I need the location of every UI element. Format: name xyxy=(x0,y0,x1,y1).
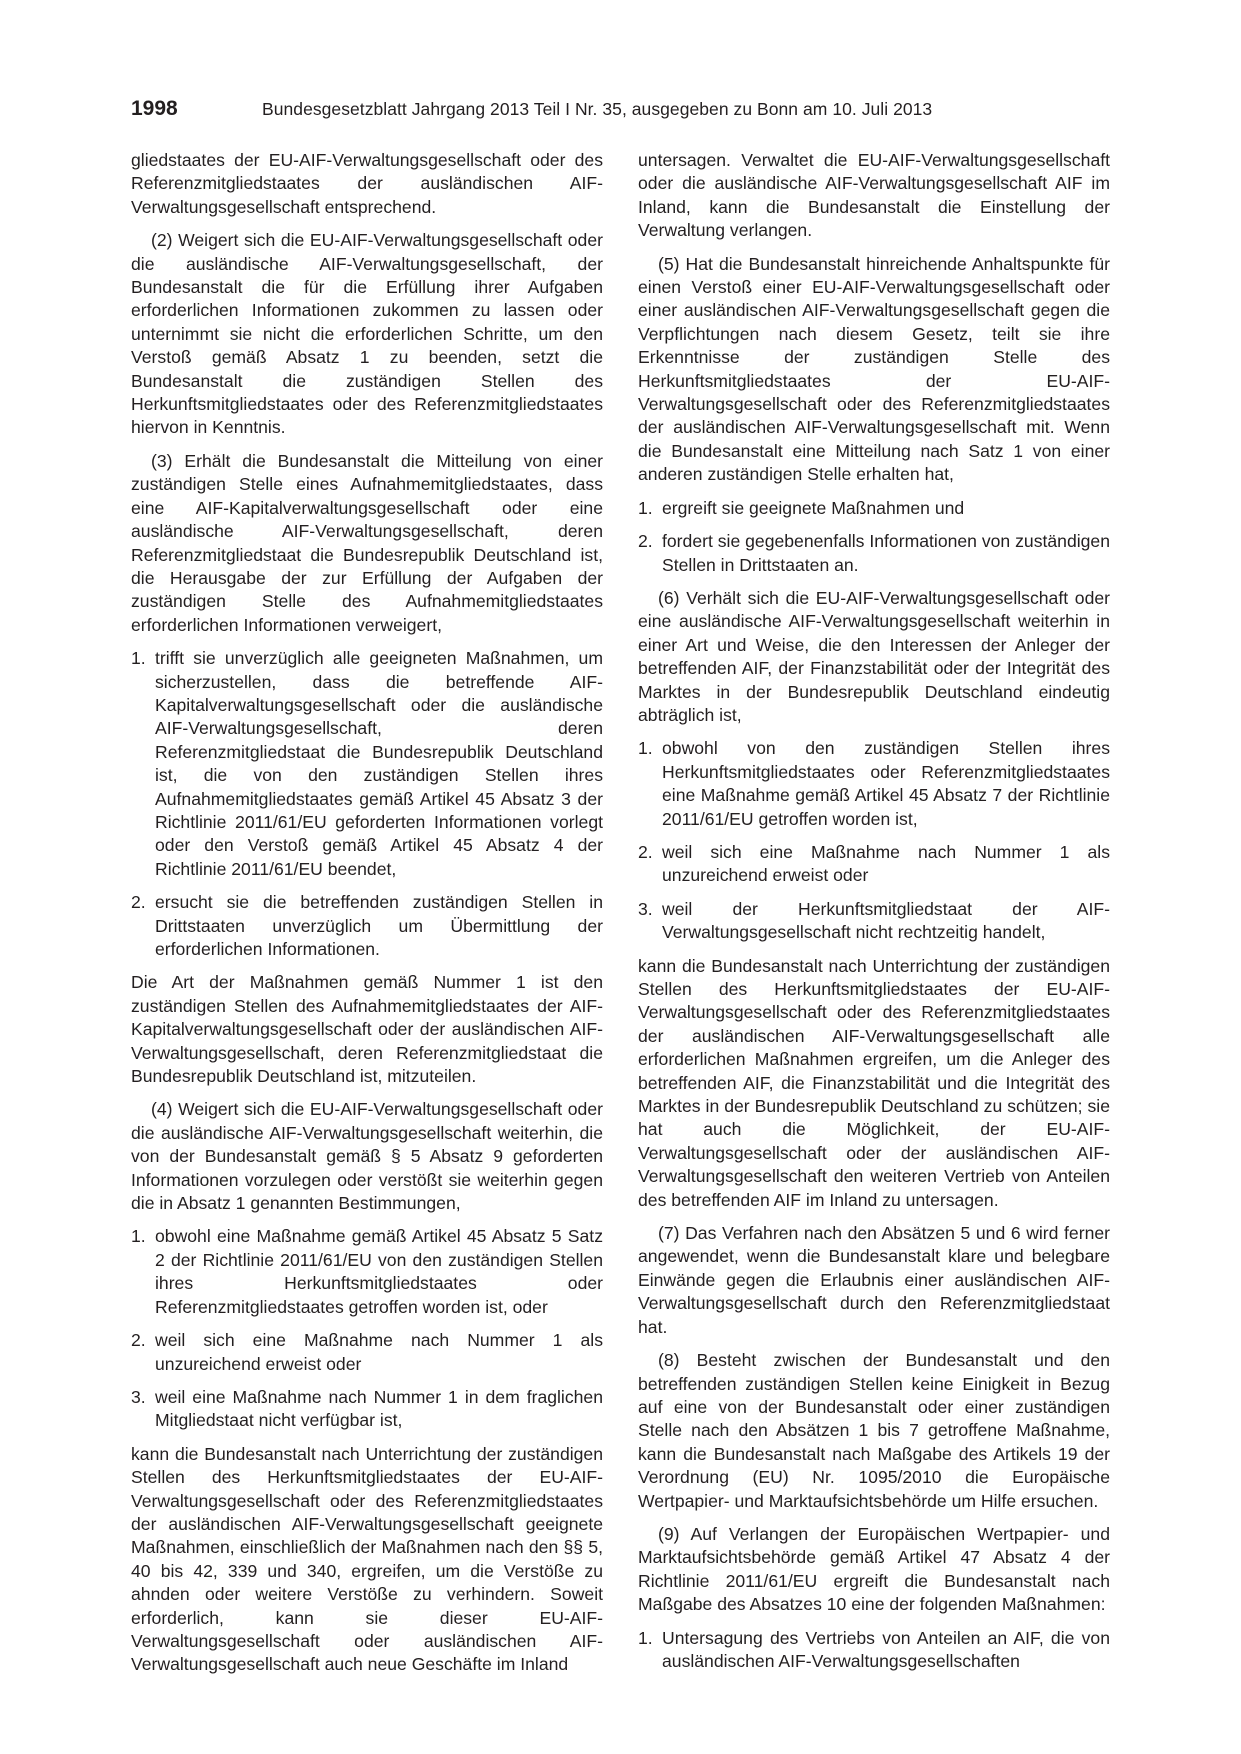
page-header xyxy=(131,97,1110,127)
paragraph-7: (7) Das Verfahren nach den Absätzen 5 und 6 wird ferner angewendet, wenn die Bundesanstalt klare und belegbare Einwände gegen die Erlaubnis einer ausländischen AIF-Verwaltungsgesellschaft durch den Referenzmitgliedstaat hat. xyxy=(638,1223,1110,1337)
list-item-text: obwohl von den zuständigen Stellen ihres Herkunftsmitgliedstaates oder Referenzmitgliedstaates eine Maßnahme gemäß Artikel 45 Absatz 7 der Richtlinie 2011/61/EU getroffen worden ist, xyxy=(662,738,1110,829)
list-item-number: 2. xyxy=(638,841,653,862)
list-item xyxy=(638,1627,1110,1674)
list-item-text: weil sich eine Maßnahme nach Nummer 1 als unzureichend erweist oder xyxy=(662,841,1110,886)
list-item-text: trifft sie unverzüglich alle geeigneten Maßnahmen, um sicherzustellen, dass die betreffende AIF-Kapitalverwaltungsgesellschaft oder die ausländische AIF-Verwaltungsgesellschaft, deren Referenzmitgliedstaat die Bundesrepublik Deutschland ist, die von den zuständigen Stellen ihres Aufnahmemitgliedstaates gemäß Artikel 45 Absatz 3 der Richtlinie 2011/61/EU geforderten Informationen vorlegt oder den Verstoß gemäß Artikel 45 Absatz 4 der Richtlinie 2011/61/EU beendet, xyxy=(155,648,603,879)
paragraph-5: (5) Hat die Bundesanstalt hinreichende Anhaltspunkte für einen Verstoß einer EU-AIF-Verwaltungsgesellschaft oder einer ausländischen AIF-Verwaltungsgesellschaft gegen die Verpflichtungen nach diesem Gesetz, teilt sie ihre Erkenntnisse der zuständigen Stelle des Herkunftsmitgliedstaates der EU-AIF-Verwaltungsgesellschaft oder des Referenzmitgliedstaates der ausländischen AIF-Verwaltungsgesellschaft mit. Wenn die Bundesanstalt eine Mitteilung nach Satz 1 von einer anderen zuständigen Stelle erhalten hat, xyxy=(638,253,1110,485)
running-head: Bundesgesetzblatt Jahrgang 2013 Teil I Nr. 35, ausgegeben zu Bonn am 10. Juli 2013 xyxy=(262,99,933,119)
list-item-number: 2. xyxy=(638,531,653,552)
list-item xyxy=(638,898,1110,945)
paragraph-9: (9) Auf Verlangen der Europäischen Wertpapier- und Marktaufsichtsbehörde gemäß Artikel 47 Absatz 4 der Richtlinie 2011/61/EU ergreift die Bundesanstalt nach Maßgabe des Absatzes 10 eine der folgenden Maßnahmen: xyxy=(638,1523,1110,1615)
list-item-text: Untersagung des Vertriebs von Anteilen an AIF, die von ausländischen AIF-Verwaltungsgesellschaften xyxy=(662,1627,1110,1671)
paragraph-8: (8) Besteht zwischen der Bundesanstalt und den betreffenden zuständigen Stellen keine Einigkeit in Bezug auf eine von der Bundesanstalt oder einer zuständigen Stelle nach den Absätzen 1 bis 7 getroffene Maßnahme, kann die Bundesanstalt nach Maßgabe des Artikels 19 der Verordnung (EU) Nr. 1095/2010 die Europäische Wertpapier- und Marktaufsichtsbehörde um Hilfe ersuchen. xyxy=(638,1350,1110,1511)
right-column xyxy=(638,149,1110,1683)
list-item xyxy=(638,497,1110,520)
list-item-text: ersucht sie die betreffenden zuständigen Stellen in Drittstaaten unverzüglich um Übermittlung der erforderlichen Informationen. xyxy=(155,892,603,959)
list-item-number: 1. xyxy=(638,738,653,759)
list-item-text: fordert sie gegebenenfalls Informationen von zuständigen Stellen in Drittstaaten an. xyxy=(662,531,1110,575)
paragraph-continuation: gliedstaates der EU-AIF-Verwaltungsgesellschaft oder des Referenzmitgliedstaates der ausländischen AIF-Verwaltungsgesellschaft entsprechend. xyxy=(131,150,603,217)
list-item-number: 2. xyxy=(131,1330,146,1351)
left-column xyxy=(131,149,603,1677)
paragraph-3-tail: Die Art der Maßnahmen gemäß Nummer 1 ist den zuständigen Stellen des Aufnahmemitgliedstaates der AIF-Kapitalverwaltungsgesellschaft oder der ausländischen AIF-Verwaltungsgesellschaft, deren Referenzmitgliedstaat die Bundesrepublik Deutschland ist, mitzuteilen. xyxy=(131,972,603,1087)
list-item xyxy=(131,1225,603,1319)
list-item-number: 3. xyxy=(638,898,653,919)
list-item-text: weil der Herkunftsmitgliedstaat der AIF-Verwaltungsgesellschaft nicht rechtzeitig handelt, xyxy=(662,898,1110,943)
list-item-number: 3. xyxy=(131,1386,146,1407)
list-item xyxy=(131,891,603,961)
paragraph-4: (4) Weigert sich die EU-AIF-Verwaltungsgesellschaft oder die ausländische AIF-Verwaltungsgesellschaft weiterhin, die von der Bundesanstalt gemäß § 5 Absatz 9 geforderten Informationen vorzulegen oder verstößt sie weiterhin gegen die in Absatz 1 genannten Bestimmungen, xyxy=(131,1099,603,1214)
list-item xyxy=(638,530,1110,577)
paragraph-continuation: untersagen. Verwaltet die EU-AIF-Verwaltungsgesellschaft oder die ausländische AIF-Verwaltungsgesellschaft AIF im Inland, kann die Bundesanstalt die Einstellung der Verwaltung verlangen. xyxy=(638,150,1110,241)
list-item xyxy=(638,841,1110,888)
list-item xyxy=(131,1329,603,1376)
list-item xyxy=(131,1386,603,1433)
list-item xyxy=(131,647,603,881)
list-item-number: 1. xyxy=(131,1226,146,1247)
paragraph-4-tail: kann die Bundesanstalt nach Unterrichtung der zuständigen Stellen des Herkunftsmitgliedstaates der EU-AIF-Verwaltungsgesellschaft oder des Referenzmitgliedstaates der ausländischen AIF-Verwaltungsgesellschaft geeignete Maßnahmen, einschließlich der Maßnahmen nach den §§ 5, 40 bis 42, 339 und 340, ergreifen, um die Verstöße zu ahnden oder weitere Verstöße zu verhindern. Soweit erforderlich, kann sie dieser EU-AIF-Verwaltungsgesellschaft oder ausländischen AIF-Verwaltungsgesellschaft auch neue Geschäfte im Inland xyxy=(131,1443,603,1675)
page-number: 1998 xyxy=(131,97,178,120)
paragraph-3: (3) Erhält die Bundesanstalt die Mitteilung von einer zuständigen Stelle eines Aufnahmemitgliedstaates, dass eine AIF-Kapitalverwaltungsgesellschaft oder eine ausländische AIF-Verwaltungsgesellschaft, deren Referenzmitgliedstaat die Bundesrepublik Deutschland ist, die Herausgabe der zur Erfüllung der Aufgaben der zuständigen Stelle des Aufnahmemitgliedstaates erforderlichen Informationen verweigert, xyxy=(131,450,603,635)
list-item-number: 1. xyxy=(638,1627,653,1648)
list-item-number: 2. xyxy=(131,892,146,913)
list-item-text: weil eine Maßnahme nach Nummer 1 in dem fraglichen Mitgliedstaat nicht verfügbar ist, xyxy=(155,1386,603,1431)
list-item-text: weil sich eine Maßnahme nach Nummer 1 als unzureichend erweist oder xyxy=(155,1330,603,1374)
paragraph-2: (2) Weigert sich die EU-AIF-Verwaltungsgesellschaft oder die ausländische AIF-Verwaltungsgesellschaft, der Bundesanstalt die für die Erfüllung ihrer Aufgaben erforderlichen Informationen zukommen zu lassen oder unternimmt sie nicht die erforderlichen Schritte, um den Verstoß gemäß Absatz 1 zu beenden, setzt die Bundesanstalt die zuständigen Stellen des Herkunftsmitgliedstaates oder des Referenzmitgliedstaates hiervon in Kenntnis. xyxy=(131,230,603,438)
list-item-number: 1. xyxy=(131,648,146,669)
list-item xyxy=(638,737,1110,831)
list-item-text: obwohl eine Maßnahme gemäß Artikel 45 Absatz 5 Satz 2 der Richtlinie 2011/61/EU von den zuständigen Stellen ihres Herkunftsmitgliedstaates oder Referenzmitgliedstaates getroffen worden ist, oder xyxy=(155,1226,603,1317)
paragraph-6-tail: kann die Bundesanstalt nach Unterrichtung der zuständigen Stellen des Herkunftsmitgliedstaates der EU-AIF-Verwaltungsgesellschaft oder des Referenzmitgliedstaates der ausländischen AIF-Verwaltungsgesellschaft alle erforderlichen Maßnahmen ergreifen, um die Anleger des betreffenden AIF, die Finanzstabilität und die Integrität des Marktes in der Bundesrepublik Deutschland zu schützen; sie hat auch die Möglichkeit, der EU-AIF-Verwaltungsgesellschaft oder der ausländischen AIF-Verwaltungsgesellschaft den weiteren Vertrieb von Anteilen des betreffenden AIF im Inland zu untersagen. xyxy=(638,955,1110,1210)
list-item-number: 1. xyxy=(638,497,653,518)
list-item-text: ergreift sie geeignete Maßnahmen und xyxy=(662,497,965,518)
paragraph-6: (6) Verhält sich die EU-AIF-Verwaltungsgesellschaft oder eine ausländische AIF-Verwaltungsgesellschaft weiterhin in einer Art und Weise, die den Interessen der Anleger der betreffenden AIF, der Finanzstabilität oder der Integrität des Marktes in der Bundesrepublik Deutschland eindeutig abträglich ist, xyxy=(638,587,1110,725)
